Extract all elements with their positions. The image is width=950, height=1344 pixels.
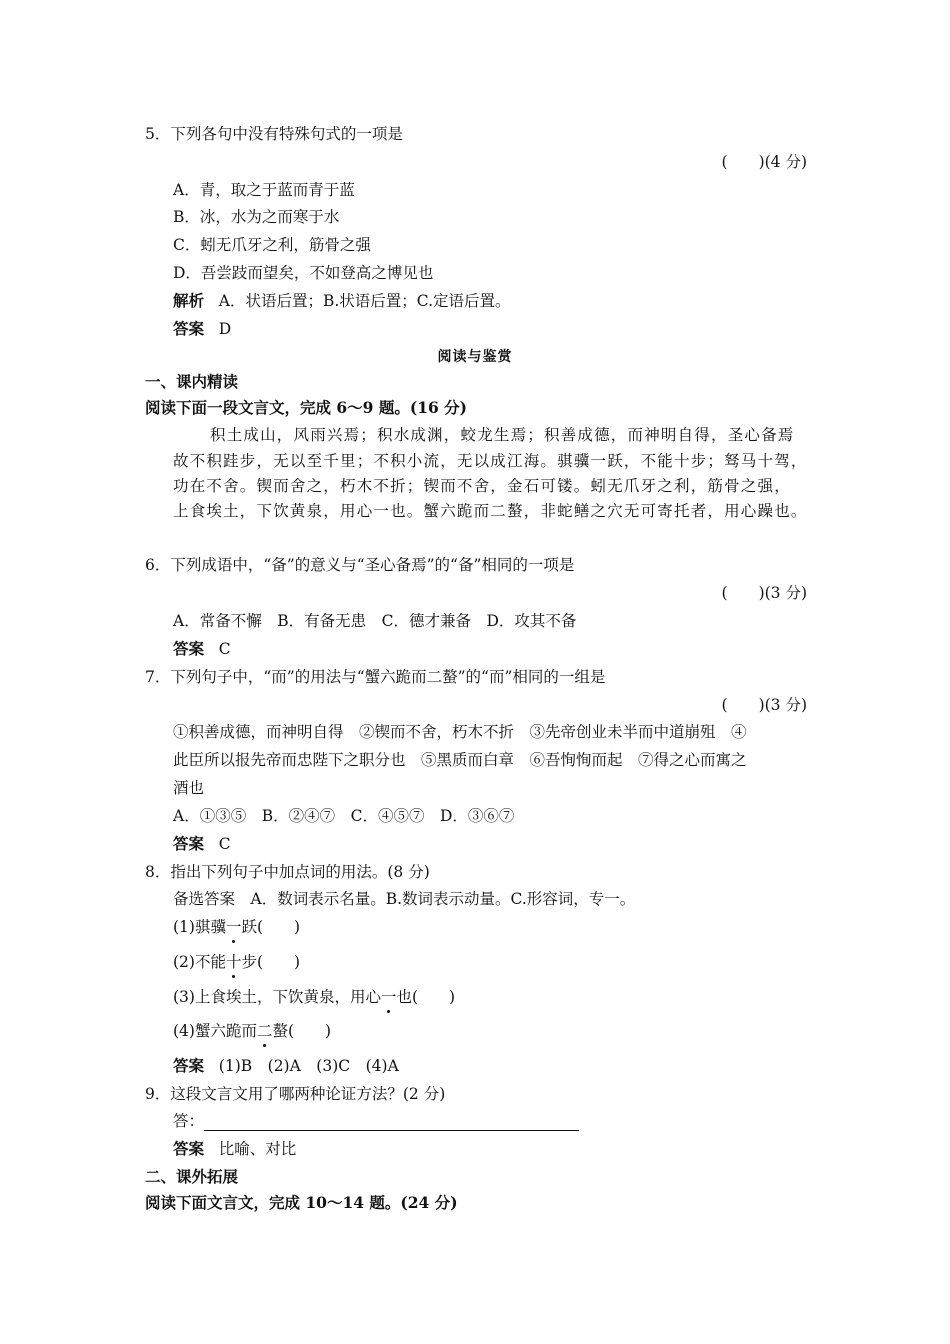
q9-stem: 9．这段文言文用了哪两种论证方法？(2 分) [145, 1085, 446, 1103]
q6-stem: 6．下列成语中，“备”的意义与“圣心备焉”的“备”相同的一项是 [145, 556, 575, 574]
q7-score: ( )(3 分) [721, 696, 807, 714]
q8-sentence-3 [173, 987, 455, 1007]
answer-blank[interactable] [204, 1114, 579, 1131]
q5-option-b: B．冰，水为之而寒于水 [173, 208, 340, 226]
q5-analysis [173, 291, 511, 311]
q8-answer-label: 答案 [173, 1056, 205, 1075]
q8-s4-post: 螯( ) [272, 1022, 332, 1040]
q8-s2-post: 步( ) [241, 953, 301, 971]
q8-stem: 8．指出下列句子中加点词的用法。(8 分) [145, 863, 430, 881]
q5-option-c: C．蚓无爪牙之利，筋骨之强 [173, 236, 371, 254]
q9-answer [173, 1139, 296, 1159]
dotted-word: 十 [225, 953, 242, 971]
part2-heading: 二、课外拓展 [145, 1167, 239, 1186]
q7-answer [173, 834, 231, 854]
q8-answer-text: (1)B (2)A (3)C (4)A [218, 1057, 399, 1075]
q6-answer-text: C [218, 640, 231, 658]
q8-s1-post: 跃( ) [241, 918, 301, 936]
q7-stem: 7．下列句子中，“而”的用法与“蟹六跪而二螯”的“而”相同的一组是 [145, 668, 606, 686]
q7-items-line-3: 酒也 [173, 779, 205, 797]
q8-s2-pre: (2)不能 [173, 953, 226, 971]
q5-answer-label: 答案 [173, 319, 205, 338]
q8-sentence-2 [173, 952, 300, 972]
q5-score: ( )(4 分) [721, 153, 807, 171]
q7-answer-text: C [218, 835, 231, 853]
passage-line-3: 功在不舍。锲而舍之，朽木不折；锲而不舍，金石可镂。蚓无爪牙之利，筋骨之强， [173, 477, 791, 495]
passage-line-1: 积土成山，风雨兴焉；积水成渊，蛟龙生焉；积善成德，而神明自得，圣心备焉 [210, 426, 795, 444]
q5-analysis-label: 解析 [173, 291, 205, 310]
q7-answer-label: 答案 [173, 834, 205, 853]
q6-answer [173, 639, 231, 659]
q8-s3-pre: (3)上食埃土，下饮黄泉，用心 [173, 988, 381, 1006]
q8-s4-pre: (4)蟹六跪而 [173, 1022, 257, 1040]
q5-answer-text: D [218, 320, 232, 338]
q8-sentence-1 [173, 917, 300, 937]
q9-answer-line [173, 1111, 579, 1131]
q7-options: A．①③⑤ B．②④⑦ C．④⑤⑦ D．③⑥⑦ [173, 807, 515, 825]
q8-choices: 备选答案 A．数词表示名量。B.数词表示动量。C.形容词，专一。 [173, 890, 636, 908]
section-title: 阅读与鉴赏 [437, 349, 513, 365]
dotted-word: 二 [256, 1022, 273, 1040]
part1-intro: 阅读下面一段文言文，完成 6～9 题。(16 分) [145, 398, 467, 417]
dotted-word: 一 [380, 988, 397, 1006]
q5-answer [173, 319, 231, 339]
q5-stem: 5．下列各句中没有特殊句式的一项是 [145, 125, 403, 143]
q6-score: ( )(3 分) [721, 584, 807, 602]
q5-analysis-text: A．状语后置；B.状语后置；C.定语后置。 [218, 292, 511, 310]
part1-heading: 一、课内精读 [145, 372, 239, 391]
dotted-word: 一 [225, 918, 242, 936]
q8-s1-pre: (1)骐骥 [173, 918, 226, 936]
passage-line-4: 上食埃土，下饮黄泉，用心一也。蟹六跪而二螯，非蛇鳝之穴无可寄托者，用心躁也。 [173, 502, 808, 520]
q9-answer-label: 答案 [173, 1139, 205, 1158]
q9-answer-text: 比喻、对比 [218, 1140, 297, 1158]
q8-s3-post: 也( ) [396, 988, 456, 1006]
q6-answer-label: 答案 [173, 639, 205, 658]
q7-items-line-1: ①积善成德，而神明自得 ②锲而不舍，朽木不折 ③先帝创业未半而中道崩殂 ④ [173, 723, 747, 741]
q5-option-d: D．吾尝跂而望矣，不如登高之博见也 [173, 264, 434, 282]
q9-answer-prompt: 答： [173, 1112, 205, 1130]
q7-items-line-2: 此臣所以报先帝而忠陛下之职分也 ⑤黑质而白章 ⑥吾恂恂而起 ⑦得之心而寓之 [173, 751, 747, 769]
part2-intro: 阅读下面文言文，完成 10～14 题。(24 分) [145, 1193, 458, 1212]
passage-line-2: 故不积跬步，无以至千里；不积小流，无以成江海。骐骥一跃，不能十步；驽马十驾， [173, 452, 808, 470]
q8-sentence-4 [173, 1021, 331, 1041]
q6-options: A．常备不懈 B．有备无患 C．德才兼备 D．攻其不备 [173, 612, 577, 630]
q5-option-a: A．青，取之于蓝而青于蓝 [173, 181, 355, 199]
q8-answer [173, 1056, 399, 1076]
